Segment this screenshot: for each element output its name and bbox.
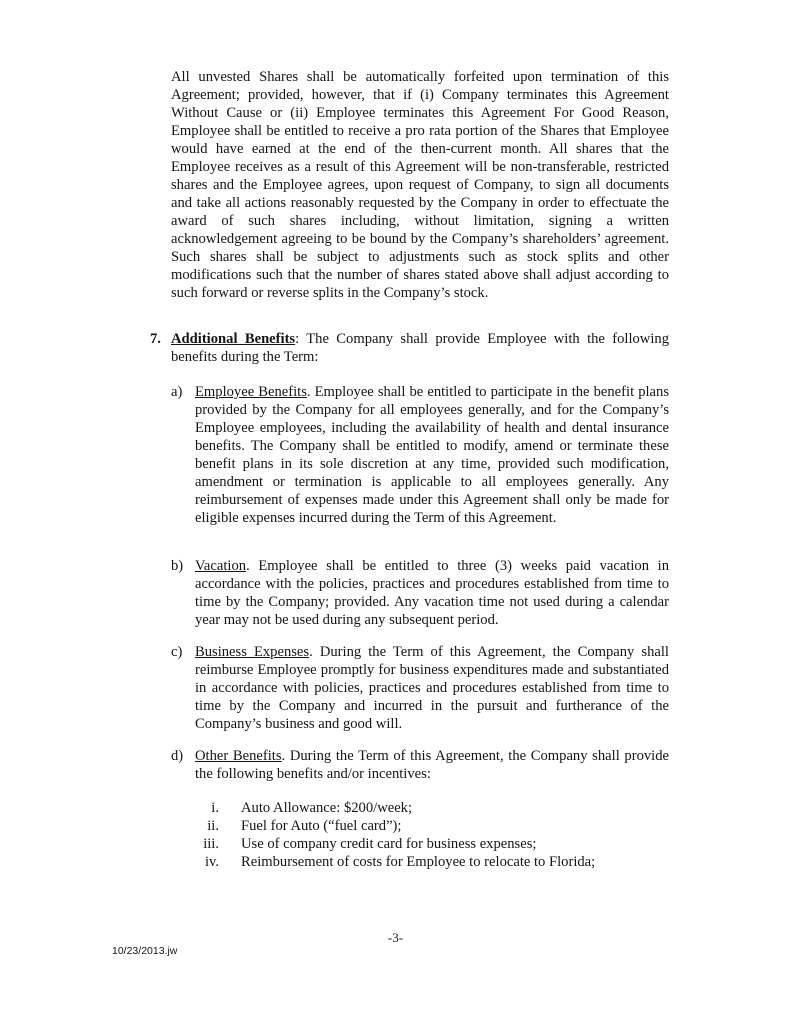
benefit-item-d [171, 747, 669, 783]
page-number: -3- [387, 930, 404, 945]
intro-paragraph: All unvested Shares shall be automatically forfeited upon termination of this Agreement; provided, however, that if (i) Company terminates this Agreement Without Cause or (ii) Employee terminates this Agreement For Good Reason, Employee shall be entitled to receive a pro rata portion of the Shares that Employee would have earned at the end of the then-current month. All shares that the Employee receives as a result of this Agreement will be non-transferable, restricted shares and the Employee agrees, upon request of Company, to sign all documents and take all actions reasonably requested by the Company in order to effectuate the award of such shares including, without limitation, signing a written acknowledgement agreeing to be bound by the Company’s shareholders’ agreement. Such shares shall be subject to adjustments such as stock splits and other modifications such that the number of shares stated above shall adjust according to such forward or reverse splits in the Company’s stock. [171, 69, 669, 301]
list-text: Use of company credit card for business expenses; [241, 836, 537, 852]
list-item [195, 817, 669, 835]
list-text: Auto Allowance: $200/week; [241, 800, 413, 816]
other-benefits-list [195, 799, 669, 871]
item-title: Vacation [195, 558, 247, 574]
item-text: . Employee shall be entitled to three (3) weeks paid vacation in accordance with the policies, practices and procedures established from time to time by the Company; provided. Any vacation time not used during a calendar year may not be used during any subsequent period. [195, 558, 669, 628]
benefit-item-b [171, 557, 669, 629]
list-numeral: iii. [203, 836, 219, 852]
item-title: Other Benefits [195, 748, 282, 764]
benefit-item-a [171, 383, 670, 527]
item-letter: d) [171, 748, 184, 764]
item-text: . During the Term of this Agreement, the Company shall provide the following benefits and/or incentives: [195, 748, 669, 782]
item-title: Employee Benefits [195, 384, 307, 400]
item-title: Business Expenses [195, 644, 310, 660]
list-numeral: ii. [207, 818, 219, 834]
item-text: . During the Term of this Agreement, the Company shall reimburse Employee promptly for business expenditures made and substantiated in accordance with policies, practices and procedures established from time to time by the Company and incurred in the pursuit and furtherance of the Company’s business and good will. [195, 644, 669, 732]
list-item [195, 835, 669, 853]
list-numeral: iv. [204, 854, 219, 870]
item-text: . Employee shall be entitled to participate in the benefit plans provided by the Company for all employees generally, and for the Company’s Employee employees, including the availability of health and dental insurance benefits. The Company shall be entitled to modify, amend or terminate these benefit plans in its sole discretion at any time, provided such modification, amendment or termination is applicable to all employees generally. Any reimbursement of expenses made under this Agreement shall only be made for eligible expenses incurred during the Term of this Agreement. [195, 384, 670, 526]
item-letter: a) [171, 384, 183, 400]
list-numeral: i. [211, 800, 219, 816]
list-text: Fuel for Auto (“fuel card”); [241, 818, 402, 834]
list-text: Reimbursement of costs for Employee to relocate to Florida; [241, 854, 596, 870]
footer-date-stamp: 10/23/2013.jw [112, 945, 178, 957]
section-7 [150, 330, 669, 366]
section-intro: : The Company shall provide Employee with the following benefits during the Term: [171, 331, 669, 365]
item-letter: b) [171, 558, 184, 574]
section-number: 7. [150, 331, 161, 347]
list-item [195, 799, 669, 817]
item-letter: c) [171, 644, 183, 660]
section-heading: Additional Benefits [171, 331, 296, 347]
benefit-item-c [171, 643, 669, 733]
list-item [195, 853, 669, 871]
